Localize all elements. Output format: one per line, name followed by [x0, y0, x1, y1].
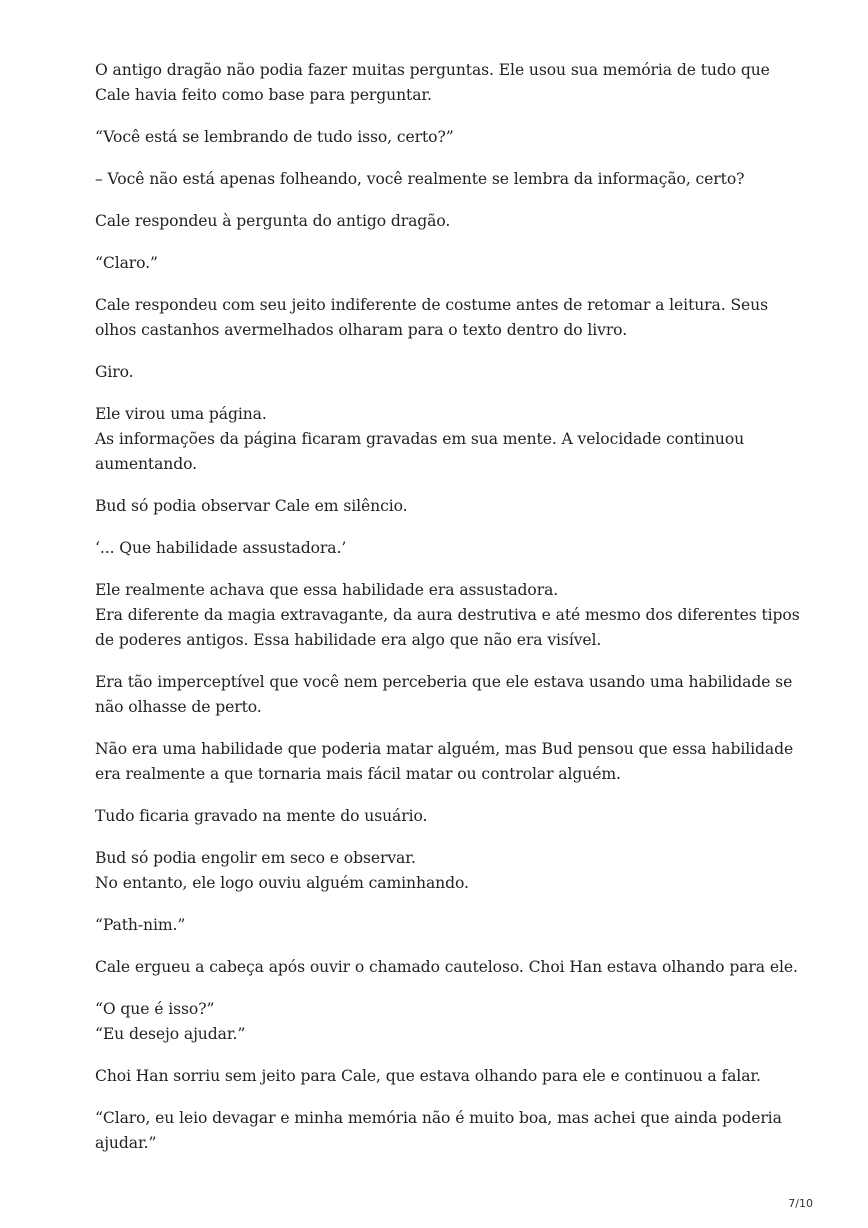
text-line: “Eu desejo ajudar.” — [95, 1025, 246, 1043]
text-line: aumentando. — [95, 455, 197, 473]
text-line: “Claro.” — [95, 254, 158, 272]
text-line: Cale respondeu com seu jeito indiferente de costume antes de retomar a leitura. Seus — [95, 296, 768, 314]
paragraph — [95, 913, 795, 938]
document-body — [95, 58, 800, 1173]
text-line: Bud só podia engolir em seco e observar. — [95, 849, 416, 867]
text-line: Não era uma habilidade que poderia matar alguém, mas Bud pensou que essa habilidade — [95, 740, 794, 758]
paragraph — [95, 251, 795, 276]
text-line: olhos castanhos avermelhados olharam para o texto dentro do livro. — [95, 321, 628, 339]
paragraph — [95, 293, 795, 343]
text-line: era realmente a que tornaria mais fácil matar ou controlar alguém. — [95, 765, 621, 783]
paragraph — [95, 536, 795, 561]
paragraph — [95, 167, 795, 192]
text-line: não olhasse de perto. — [95, 698, 262, 716]
text-line: ajudar.” — [95, 1134, 157, 1152]
text-line: Ele realmente achava que essa habilidade era assustadora. — [95, 581, 559, 599]
text-line: Era tão imperceptível que você nem perceberia que ele estava usando uma habilidade se — [95, 673, 793, 691]
paragraph — [95, 360, 795, 385]
paragraph — [95, 804, 795, 829]
text-line: – Você não está apenas folheando, você realmente se lembra da informação, certo? — [95, 170, 745, 188]
text-line: “O que é isso?” — [95, 1000, 215, 1018]
text-line: Bud só podia observar Cale em silêncio. — [95, 497, 408, 515]
text-line: Giro. — [95, 363, 134, 381]
paragraph — [95, 494, 795, 519]
paragraph — [95, 955, 798, 980]
text-line: Cale respondeu à pergunta do antigo dragão. — [95, 212, 451, 230]
text-line: de poderes antigos. Essa habilidade era algo que não era visível. — [95, 631, 602, 649]
paragraph — [95, 402, 795, 477]
text-line: O antigo dragão não podia fazer muitas perguntas. Ele usou sua memória de tudo que — [95, 61, 770, 79]
text-line: As informações da página ficaram gravadas em sua mente. A velocidade continuou — [95, 430, 745, 448]
paragraph — [95, 58, 795, 108]
text-line: Cale havia feito como base para perguntar. — [95, 86, 432, 104]
paragraph — [95, 1064, 795, 1089]
text-line: “Path-nim.” — [95, 916, 186, 934]
paragraph — [95, 209, 795, 234]
text-line: Ele virou uma página. — [95, 405, 267, 423]
page-number: 7/10 — [788, 1197, 813, 1210]
paragraph — [95, 670, 795, 720]
text-line: No entanto, ele logo ouviu alguém caminhando. — [95, 874, 469, 892]
text-line: Era diferente da magia extravagante, da aura destrutiva e até mesmo dos diferentes tipos — [95, 606, 800, 624]
paragraph — [95, 1106, 795, 1156]
paragraph — [95, 125, 795, 150]
text-line: Cale ergueu a cabeça após ouvir o chamado cauteloso. Choi Han estava olhando para ele. — [95, 958, 798, 976]
paragraph — [95, 846, 795, 896]
paragraph — [95, 997, 795, 1047]
text-line: Tudo ficaria gravado na mente do usuário. — [95, 807, 428, 825]
text-line: Choi Han sorriu sem jeito para Cale, que estava olhando para ele e continuou a falar. — [95, 1067, 761, 1085]
text-line: ‘... Que habilidade assustadora.’ — [95, 539, 347, 557]
paragraph — [95, 578, 800, 653]
text-line: “Claro, eu leio devagar e minha memória não é muito boa, mas achei que ainda poderia — [95, 1109, 782, 1127]
paragraph — [95, 737, 795, 787]
text-line: “Você está se lembrando de tudo isso, certo?” — [95, 128, 454, 146]
